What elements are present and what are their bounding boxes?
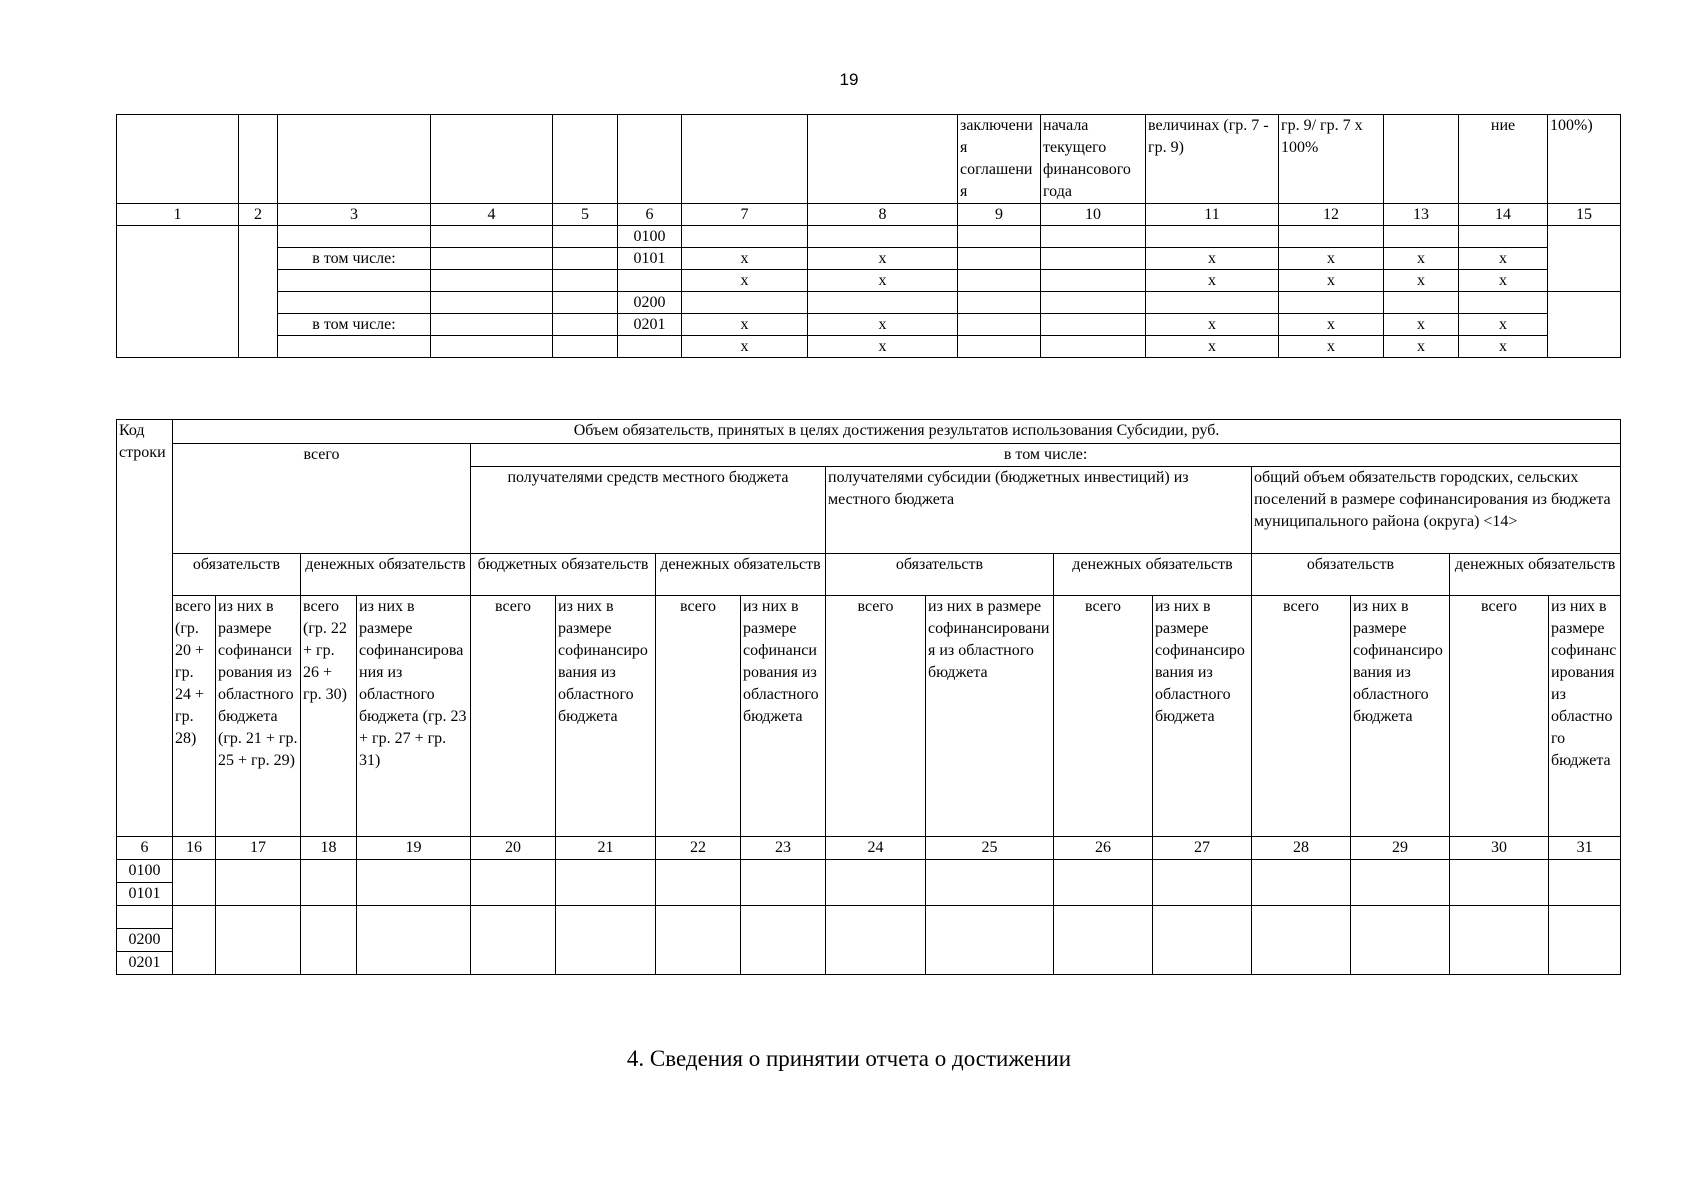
column-number: 18 [301,837,357,860]
header-cell [618,115,682,204]
table-header-row [117,115,1621,204]
table-cell [1252,860,1351,906]
table-cell [431,270,553,292]
column-header: из них в размере софинансирования из областного бюджета [1351,596,1450,837]
table-cell: x [1384,248,1459,270]
column-header: всего (гр. 20 + гр. 24 + гр. 28) [173,596,216,837]
header-cell [431,115,553,204]
table-cell [1351,860,1450,906]
table-cell [278,226,431,248]
table-cell: x [1146,314,1279,336]
column-header: из них в размере софинансирования из областного бюджета [1549,596,1621,837]
table-cell [553,248,618,270]
table-cell [926,860,1054,906]
table-cell [553,270,618,292]
table-header-row [117,554,1621,596]
table-cell: x [1279,270,1384,292]
continuation-table [116,114,1621,358]
table-cell: в том числе: [278,314,431,336]
table-cell [431,292,553,314]
column-header: из них в размере софинансирования из областного бюджета [556,596,656,837]
header-cell [682,115,808,204]
column-number: 10 [1041,204,1146,226]
column-number: 6 [117,837,173,860]
table-cell [1041,248,1146,270]
column-number: 20 [471,837,556,860]
header-cell: ние [1459,115,1548,204]
column-number: 16 [173,837,216,860]
column-number: 17 [216,837,301,860]
table-cell [1146,226,1279,248]
table-cell [1384,292,1459,314]
table-row [117,860,1621,883]
table-cell [553,226,618,248]
table-cell [682,292,808,314]
table-cell [431,248,553,270]
table-cell [682,226,808,248]
table-cell [808,292,958,314]
table-cell [553,292,618,314]
table-row [117,336,1621,358]
monetary-subheader: денежных обязательств [656,554,826,596]
column-header: всего [1054,596,1153,837]
table-cell [556,906,656,975]
table-cell: x [1459,336,1548,358]
including-header: в том числе: [471,444,1621,467]
column-number: 8 [808,204,958,226]
table-cell [553,336,618,358]
table-cell [239,226,278,358]
row-code: 0200 [117,929,173,952]
column-number: 9 [958,204,1041,226]
page-number: 19 [839,70,859,89]
table-cell [278,270,431,292]
table-cell [471,906,556,975]
table-cell [1279,292,1384,314]
row-code: 0200 [618,292,682,314]
table-cell [958,226,1041,248]
table-cell [173,860,216,906]
table-row [117,314,1621,336]
table-cell [958,248,1041,270]
table-cell [556,860,656,906]
total-group-header: всего [173,444,471,554]
row-code [618,336,682,358]
column-number: 6 [618,204,682,226]
table-cell [826,860,926,906]
monetary-subheader: денежных обязательств [301,554,471,596]
column-number: 21 [556,837,656,860]
table-cell [1459,292,1548,314]
table-cell [1146,292,1279,314]
table-cell [357,906,471,975]
monetary-obligations-subheader: денежных обязательств [1054,554,1252,596]
obligations-table [116,419,1621,975]
column-number: 11 [1146,204,1279,226]
column-number: 24 [826,837,926,860]
column-number: 26 [1054,837,1153,860]
table-cell [958,292,1041,314]
column-number: 27 [1153,837,1252,860]
table-cell: x [1384,336,1459,358]
table-row [117,248,1621,270]
header-cell: начала текущего финансового года [1041,115,1146,204]
table-cell [1450,860,1549,906]
obligations-subheader: обязательств [826,554,1054,596]
column-header: из них в размере софинансирования из областного бюджета [741,596,826,837]
row-code: 0100 [618,226,682,248]
table-cell: x [1459,270,1548,292]
table-cell: x [682,314,808,336]
column-header: всего [1252,596,1351,837]
table-cell [1450,906,1549,975]
column-header: всего [471,596,556,837]
table-cell [958,336,1041,358]
column-number: 12 [1279,204,1384,226]
table-cell [1153,860,1252,906]
table-cell [1041,270,1146,292]
table-cell [926,906,1054,975]
column-number: 30 [1450,837,1549,860]
header-cell: гр. 9/ гр. 7 x 100% [1279,115,1384,204]
table-cell: x [682,336,808,358]
table-cell [1041,314,1146,336]
column-number: 28 [1252,837,1351,860]
table-cell [1041,226,1146,248]
header-cell [239,115,278,204]
table-cell: x [808,270,958,292]
budget-obligations-subheader: бюджетных обязательств [471,554,656,596]
header-cell [278,115,431,204]
table-cell [553,314,618,336]
column-number-row [117,204,1621,226]
column-header: всего [656,596,741,837]
table-cell [216,860,301,906]
table-cell [278,336,431,358]
section-title: 4. Сведения о принятии отчета о достижении [626,1046,1072,1071]
table-cell [1351,906,1450,975]
column-header: всего [1450,596,1549,837]
row-code [618,270,682,292]
column-header: из них в размере софинансирования из областного бюджета (гр. 23 + гр. 27 + гр. 31) [357,596,471,837]
table-cell: x [682,270,808,292]
table-cell: x [1459,314,1548,336]
table-cell: x [1459,248,1548,270]
local-budget-group-header: получателями средств местного бюджета [471,467,826,554]
row-code: 0100 [117,860,173,883]
row-code-header: Код строки [117,420,173,837]
header-cell: заключения соглашения [958,115,1041,204]
table-cell: x [808,248,958,270]
table-cell: x [1384,314,1459,336]
table-cell [808,226,958,248]
row-code [117,906,173,929]
table-cell [1054,906,1153,975]
subsidy-group-header: получателями субсидии (бюджетных инвестиций) из местного бюджета [826,467,1252,554]
column-number-row [117,837,1621,860]
table-cell [1549,906,1621,975]
column-header: из них в размере софинансирования из областного бюджета [1153,596,1252,837]
table-cell: в том числе: [278,248,431,270]
header-cell [553,115,618,204]
table-cell [431,226,553,248]
monetary-subheader: денежных обязательств [1450,554,1621,596]
table-cell [1459,226,1548,248]
table-cell [471,860,556,906]
table-cell [117,226,239,358]
column-number: 14 [1459,204,1548,226]
table-cell [431,336,553,358]
table-cell [173,906,216,975]
main-header: Объем обязательств, принятых в целях достижения результатов использования Субсидии, руб. [173,420,1621,444]
header-cell [117,115,239,204]
obligations-subheader: обязательств [173,554,301,596]
column-number: 13 [1384,204,1459,226]
column-number: 5 [553,204,618,226]
table-cell [1548,292,1621,358]
column-header: всего (гр. 22 + гр. 26 + гр. 30) [301,596,357,837]
table-cell [1548,226,1621,292]
table-cell [1384,226,1459,248]
column-number: 4 [431,204,553,226]
table-header-row [117,596,1621,837]
obligations-subheader: обязательств [1252,554,1450,596]
table-cell [656,906,741,975]
table-cell [656,860,741,906]
column-number: 23 [741,837,826,860]
table-cell [301,906,357,975]
table-cell [431,314,553,336]
table-cell: x [1279,314,1384,336]
table-cell [1279,226,1384,248]
table-cell [1041,336,1146,358]
table-cell [1549,860,1621,906]
table-cell: x [808,314,958,336]
table-cell: x [1146,336,1279,358]
column-header: всего [826,596,926,837]
table-row [117,906,1621,929]
table-cell [1041,292,1146,314]
row-code: 0201 [117,952,173,975]
column-number: 25 [926,837,1054,860]
table-cell: x [682,248,808,270]
table-cell [958,314,1041,336]
table-cell [278,292,431,314]
column-number: 7 [682,204,808,226]
row-code: 0101 [117,883,173,906]
table-row [117,270,1621,292]
table-cell [741,906,826,975]
header-cell: величинах (гр. 7 - гр. 9) [1146,115,1279,204]
column-number: 1 [117,204,239,226]
column-number: 31 [1549,837,1621,860]
row-code: 0201 [618,314,682,336]
table-cell: x [808,336,958,358]
row-code: 0101 [618,248,682,270]
table-cell [1153,906,1252,975]
table-cell [1054,860,1153,906]
column-header: из них в размере софинансирования из областного бюджета [926,596,1054,837]
column-number: 15 [1548,204,1621,226]
header-cell: 100%) [1548,115,1621,204]
table-header-row [117,444,1621,467]
table-row [117,226,1621,248]
table-cell [216,906,301,975]
header-cell [1384,115,1459,204]
table-row [117,292,1621,314]
table-cell: x [1146,248,1279,270]
table-cell [1252,906,1351,975]
table-cell: x [1146,270,1279,292]
table-header-row [117,420,1621,444]
header-cell [808,115,958,204]
table-cell [958,270,1041,292]
table-cell [301,860,357,906]
column-number: 19 [357,837,471,860]
table-cell: x [1279,336,1384,358]
column-number: 3 [278,204,431,226]
table-cell [357,860,471,906]
table-cell: x [1279,248,1384,270]
column-number: 2 [239,204,278,226]
table-cell: x [1384,270,1459,292]
column-number: 22 [656,837,741,860]
column-header: из них в размере софинансирования из областного бюджета (гр. 21 + гр. 25 + гр. 29) [216,596,301,837]
settlements-group-header: общий объем обязательств городских, сельских поселений в размере софинансирования из бюджета муниципального района (округа) <14> [1252,467,1621,554]
column-number: 29 [1351,837,1450,860]
table-cell [741,860,826,906]
table-cell [826,906,926,975]
